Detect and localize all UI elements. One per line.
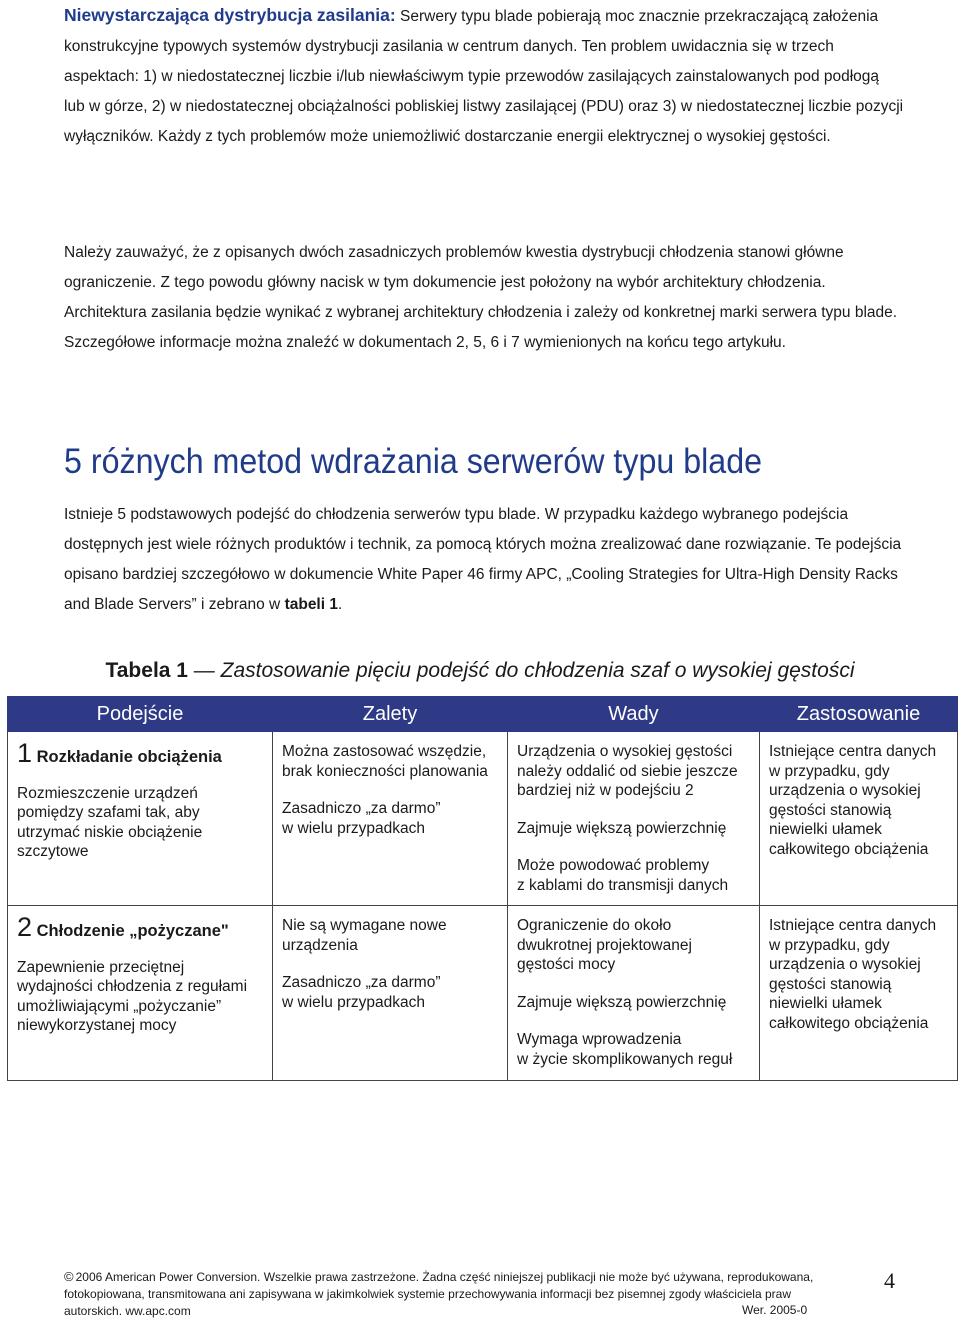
usage-cell [760, 906, 958, 1081]
table-caption-text: Zastosowanie pięciu podejść do chłodzenia szaf o wysokiej gęstości [220, 659, 855, 682]
pros-item: Zasadniczo „za darmo” w wielu przypadkach [282, 974, 441, 1011]
usage-text: Istniejące centra danych w przypadku, gdy urządzenia o wysokiej gęstości stanowią niewielki ułamek całkowitego obciążenia [769, 917, 937, 1032]
section-text: Istnieje 5 podstawowych podejść do chłodzenia serwerów typu blade. W przypadku każdego wybranego podejścia dostępnych jest wiele różnych produktów i technik, za pomocą których można zrealizować dane rozwiązanie. Te podejścia opisano bardziej szczegółowo w dokumencie White Paper 46 firmy APC, „Cooling Strategies for Ultra-High Density Racks and Blade Servers” i zebrano w [64, 506, 902, 613]
cons-item: Urządzenia o wysokiej gęstości należy oddalić od siebie jeszcze bardziej niż w podejściu 2 [517, 743, 738, 799]
approach-name: Chłodzenie „pożyczane" [32, 922, 229, 940]
intro-paragraph [64, 0, 904, 152]
usage-cell [760, 732, 958, 906]
pros-item: Nie są wymagane nowe urządzenia [282, 917, 447, 954]
intro-heading: Niewystarczająca dystrybucja zasilania: [64, 5, 396, 25]
cons-item: Może powodować problemy z kablami do transmisji danych [517, 857, 729, 894]
pros-cell [273, 732, 508, 906]
cons-item: Ograniczenie do około dwukrotnej projektowanej gęstości mocy [517, 917, 692, 973]
section-paragraph [64, 500, 904, 620]
approach-number: 2 [17, 912, 33, 942]
approach-description: Rozmieszczenie urządzeń pomiędzy szafami tak, aby utrzymać niskie obciążenie szczytowe [17, 784, 203, 860]
footer-version: Wer. 2005-0 [742, 1303, 808, 1317]
footer-line-2: fotokopiowana, transmitowana ani zapisywana w jakimkolwiek systemie przechowywania informacji bez pisemnej zgody właściciela praw [64, 1287, 791, 1301]
approach-name: Rozkładanie obciążenia [32, 748, 222, 766]
cons-item: Zajmuje większą powierzchnię [517, 819, 727, 837]
pros-item: Zasadniczo „za darmo” w wielu przypadkach [282, 800, 441, 837]
copyright-icon: © [64, 1269, 74, 1284]
pros-item: Można zastosować wszędzie, brak konieczności planowania [282, 743, 488, 780]
approach-cell [8, 732, 273, 906]
table-caption [0, 656, 960, 686]
footer-line-1 [64, 1268, 864, 1286]
table-caption-label: Tabela 1 [105, 659, 188, 682]
pros-cell [273, 906, 508, 1081]
section-text-end: . [337, 596, 343, 613]
header-usage: Zastosowanie [760, 697, 958, 732]
approaches-table [7, 696, 958, 1081]
note-paragraph: Należy zauważyć, że z opisanych dwóch zasadniczych problemów kwestia dystrybucji chłodzenia stanowi główne ograniczenie. Z tego powodu główny nacisk w tym dokumencie jest położony na wybór architektury chłodzenia. Architektura zasilania będzie wynikać z wybranej architektury chłodzenia i zależy od konkretnej marki serwera typu blade. Szczegółowe informacje można znaleźć w dokumentach 2, 5, 6 i 7 wymienionych na końcu tego artykułu. [64, 244, 898, 351]
usage-text: Istniejące centra danych w przypadku, gdy urządzenia o wysokiej gęstości stanowią niewielki ułamek całkowitego obciążenia [769, 743, 937, 858]
table-row [8, 906, 958, 1081]
approach-cell [8, 906, 273, 1081]
table-row [8, 732, 958, 906]
cons-cell [508, 906, 760, 1081]
header-cons: Wady [508, 697, 760, 732]
intro-text: Serwery typu blade pobierają moc znacznie przekraczającą założenia konstrukcyjne typowych systemów dystrybucji zasilania w centrum danych. Ten problem uwidacznia się w trzech aspektach: 1) w niedostatecznej liczbie i/lub niewłaściwym typie przewodów zasilających zainstalowanych pod podłogą lub w górze, 2) w niedostatecznej obciążalności pobliskiej listwy zasilającej (PDU) oraz 3) w niedostatecznej liczbie pozycji wyłączników. Każdy z tych problemów może uniemożliwić dostarczanie energii elektrycznej o wysokiej gęstości. [64, 8, 904, 145]
table-caption-dash: — [187, 659, 221, 682]
approach-title [17, 912, 264, 942]
footer-copyright: 2006 American Power Conversion. Wszelkie prawa zastrzeżone. Żadna część niniejszej publikacji nie może być używana, reprodukowana, [75, 1270, 814, 1284]
section-heading: 5 różnych metod wdrażania serwerów typu blade [64, 442, 763, 481]
footer-line-3: autorskich. ww.apc.com [64, 1304, 191, 1318]
cons-item: Wymaga wprowadzenia w życie skomplikowanych reguł [517, 1031, 733, 1068]
approach-description: Zapewnienie przeciętnej wydajności chłodzenia z regułami umożliwiającymi „pożyczanie” niewykorzystanej mocy [17, 958, 248, 1034]
page-number: 4 [884, 1268, 895, 1293]
approach-title [17, 738, 264, 768]
table-reference: tabeli 1 [284, 596, 338, 613]
cons-cell [508, 732, 760, 906]
header-pros: Zalety [273, 697, 508, 732]
footer [64, 1268, 864, 1320]
approach-number: 1 [17, 738, 33, 768]
cons-item: Zajmuje większą powierzchnię [517, 993, 727, 1011]
header-approach: Podejście [8, 697, 273, 732]
table-header-row [8, 697, 958, 732]
